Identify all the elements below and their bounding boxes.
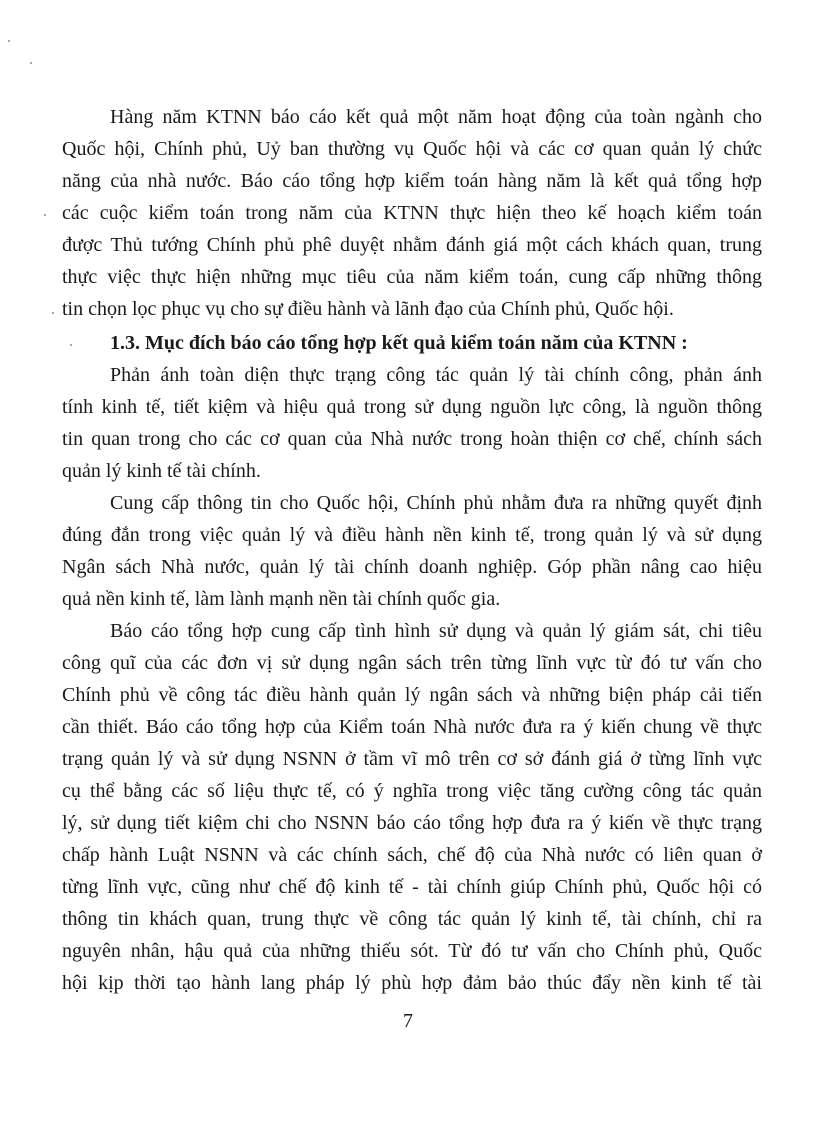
page-number: 7 — [403, 1010, 413, 1032]
scan-speck — [8, 40, 10, 42]
text-line: được Thủ tướng Chính phủ phê duyệt nhằm đánh giá một cách khách quan, trung — [62, 234, 762, 256]
scan-speck — [52, 312, 54, 314]
text-line: thực việc thực hiện những mục tiêu của năm kiểm toán, cung cấp những thông — [62, 266, 762, 288]
text-line: thông tin khách quan, trung thực về công tác quản lý kinh tế, tài chính, chỉ ra — [62, 908, 762, 930]
text-line: đúng đắn trong việc quản lý và điều hành nền kinh tế, trong quản lý và sử dụng — [62, 524, 762, 546]
text-line: Ngân sách Nhà nước, quản lý tài chính doanh nghiệp. Góp phần nâng cao hiệu — [62, 556, 762, 578]
text-line: tính kinh tế, tiết kiệm và hiệu quả trong sử dụng nguồn lực công, là nguồn thông — [62, 396, 762, 418]
text-line: Phản ánh toàn diện thực trạng công tác quản lý tài chính công, phản ánh — [110, 364, 762, 386]
text-line: quản lý kinh tế tài chính. — [62, 460, 261, 482]
scan-speck — [30, 62, 32, 64]
text-line: Quốc hội, Chính phủ, Uỷ ban thường vụ Quốc hội và các cơ quan quản lý chức — [62, 138, 762, 160]
text-line: Hàng năm KTNN báo cáo kết quả một năm hoạt động của toàn ngành cho — [110, 106, 762, 128]
text-line: nguyên nhân, hậu quả của những thiếu sót. Từ đó tư vấn cho Chính phủ, Quốc — [62, 940, 762, 962]
text-line: Chính phủ về công tác điều hành quản lý ngân sách và những biện pháp cải tiến — [62, 684, 762, 706]
text-line: các cuộc kiểm toán trong năm của KTNN thực hiện theo kế hoạch kiểm toán — [62, 202, 762, 224]
text-line: từng lĩnh vực, cũng như chế độ kinh tế - tài chính giúp Chính phủ, Quốc hội có — [62, 876, 762, 898]
text-line: cần thiết. Báo cáo tổng hợp của Kiểm toán Nhà nước đưa ra ý kiến chung về thực — [62, 716, 762, 738]
text-line: chấp hành Luật NSNN và các chính sách, chế độ của Nhà nước có liên quan ở — [62, 844, 762, 866]
text-line: tin chọn lọc phục vụ cho sự điều hành và lãnh đạo của Chính phủ, Quốc hội. — [62, 298, 674, 320]
text-line: quả nền kinh tế, làm lành mạnh nền tài chính quốc gia. — [62, 588, 501, 610]
scan-speck — [70, 344, 72, 346]
text-line: Báo cáo tổng hợp cung cấp tình hình sử dụng và quản lý giám sát, chi tiêu — [110, 620, 762, 642]
text-line: năng của nhà nước. Báo cáo tổng hợp kiểm toán hàng năm là kết quả tổng hợp — [62, 170, 762, 192]
text-line: trạng quản lý và sử dụng NSNN ở tầm vĩ mô trên cơ sở đánh giá ở từng lĩnh vực — [62, 748, 762, 770]
text-line: hội kịp thời tạo hành lang pháp lý phù hợp đảm bảo thúc đẩy nền kinh tế tài — [62, 972, 762, 994]
text-line: công quĩ của các đơn vị sử dụng ngân sách trên từng lĩnh vực từ đó tư vấn cho — [62, 652, 762, 674]
scan-speck — [44, 214, 46, 216]
text-line: cụ thể bằng các số liệu thực tế, có ý nghĩa trong việc tăng cường công tác quản — [62, 780, 762, 802]
text-line: lý, sử dụng tiết kiệm chi cho NSNN báo cáo tổng hợp đưa ra ý kiến về thực trạng — [62, 812, 762, 834]
text-line: tin quan trong cho các cơ quan của Nhà nước trong hoàn thiện cơ chế, chính sách — [62, 428, 762, 450]
section-heading: 1.3. Mục đích báo cáo tổng hợp kết quả kiểm toán năm của KTNN : — [110, 332, 688, 354]
text-line: Cung cấp thông tin cho Quốc hội, Chính phủ nhằm đưa ra những quyết định — [110, 492, 762, 514]
